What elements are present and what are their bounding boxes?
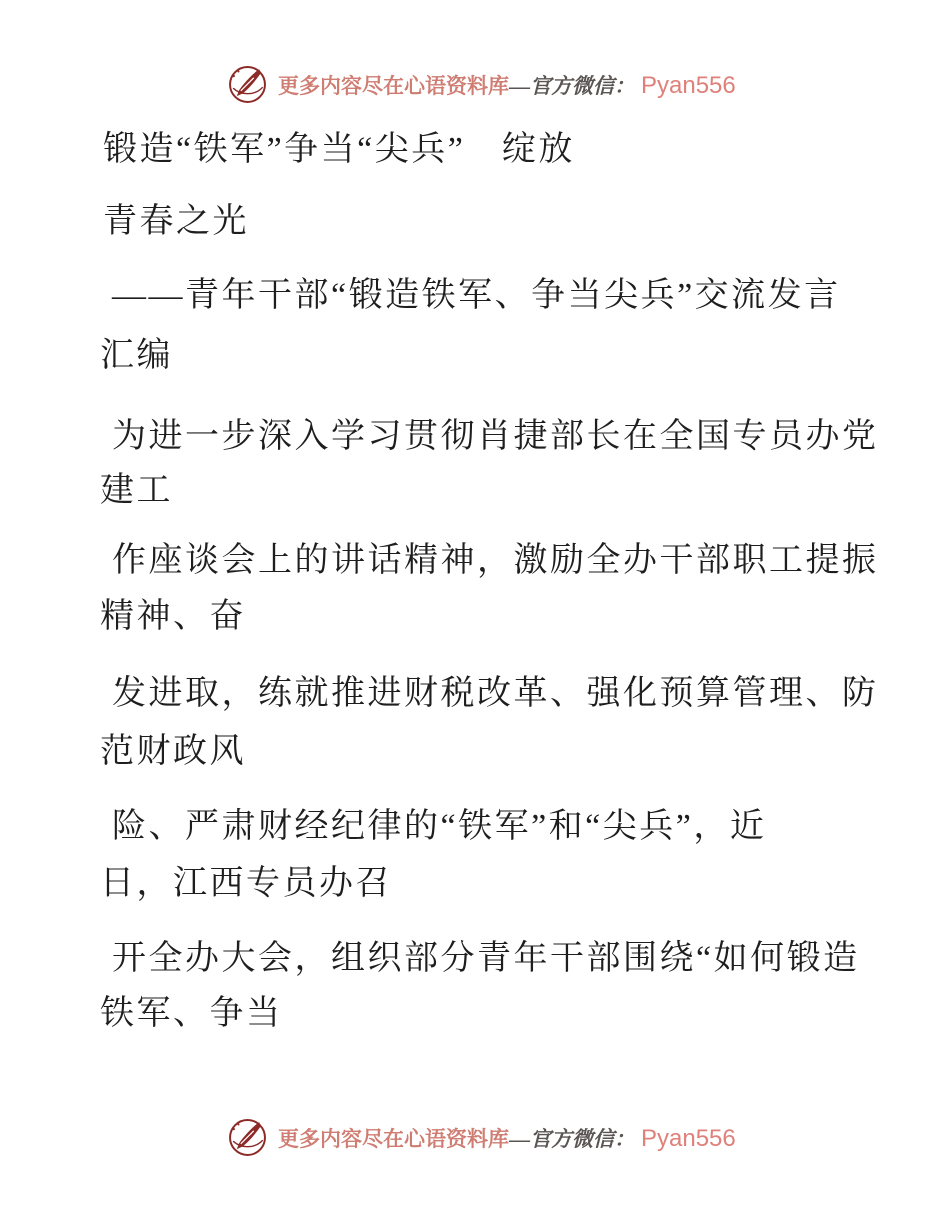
pen-nib-logo-icon bbox=[226, 1116, 269, 1159]
text-line: 作座谈会上的讲话精神，激励全办干部职工提振 bbox=[112, 542, 879, 579]
divider-dash: — bbox=[509, 1126, 530, 1151]
brand-text: 更多内容尽在心语资料库 bbox=[278, 73, 509, 98]
brand-text: 更多内容尽在心语资料库 bbox=[278, 1126, 509, 1151]
wechat-label: 官方微信： bbox=[530, 1125, 635, 1151]
text-line: 建工 bbox=[100, 472, 173, 509]
text-line: 发进取，练就推进财税改革、强化预算管理、防 bbox=[112, 675, 879, 712]
text-line: 开全办大会，组织部分青年干部围绕“如何锻造 bbox=[112, 940, 860, 977]
text-line: 铁军、争当 bbox=[100, 995, 283, 1032]
text-line: 青春之光 bbox=[103, 203, 249, 240]
wechat-id: Pyan556 bbox=[641, 1124, 736, 1152]
footer-watermark bbox=[226, 1116, 736, 1159]
text-line: ——青年干部“锻造铁军、争当尖兵”交流发言 bbox=[112, 277, 841, 314]
wechat-id: Pyan556 bbox=[641, 71, 736, 99]
text-line: 险、严肃财经纪律的“铁军”和“尖兵”，近 bbox=[112, 808, 767, 845]
text-line: 锻造“铁军”争当“尖兵” 绽放 bbox=[103, 131, 575, 168]
divider-dash: — bbox=[509, 73, 530, 98]
text-line: 精神、奋 bbox=[100, 598, 246, 635]
text-line: 范财政风 bbox=[100, 733, 246, 770]
watermark-text bbox=[278, 1123, 736, 1153]
text-line: 日，江西专员办召 bbox=[100, 865, 392, 902]
wechat-label: 官方微信： bbox=[530, 72, 635, 98]
text-line: 为进一步深入学习贯彻肖捷部长在全国专员办党 bbox=[112, 418, 879, 455]
text-line: 汇编 bbox=[100, 337, 173, 374]
